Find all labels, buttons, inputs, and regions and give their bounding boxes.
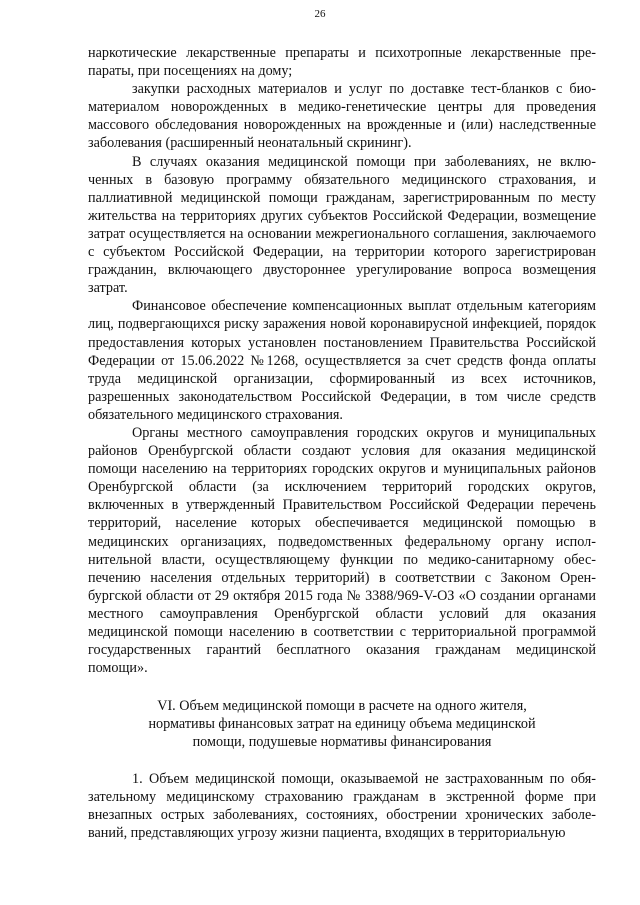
section-heading-line: нормативы финансовых затрат на единицу объема медицинской	[148, 716, 536, 733]
paragraph: Органы местного самоуправления городских округов и муниципальных районов Оренбургской области создают условия для оказания медицинской помощи населению на территориях городских округов и муниципальных районов Оренбургской области (за исключением территорий городских округов, включенных в утвержденный Правительством Российской Федерации перечень территорий, население которых обеспечивается медицинской помощью в медицинских организациях, подведомственных федеральному органу исполнительной власти, осуществляющему функции по медико-санитарному обеспечению населения отдельных территорий) в соответствии с Законом Оренбургской области от 29 октября 2015 года № 3388/969-V-ОЗ «О создании органами местного самоуправления Оренбургской области условий для оказания медицинской помощи населению в соответствии с территориальной программой государственных гарантий бесплатного оказания гражданам медицинской помощи».	[88, 424, 596, 677]
section-heading-line: VI. Объем медицинской помощи в расчете на одного жителя,	[157, 698, 527, 715]
paragraph-continuation: наркотические лекарственные препараты и психотропные лекарственные препараты, при посещениях на дому;	[88, 45, 596, 80]
paragraph: 1. Объем медицинской помощи, оказываемой не застрахованным по обязательному медицинскому страхованию гражданам в экстренной форме при внезапных острых заболеваниях, состояниях, обострении хронических заболеваний, представляющих угрозу жизни пациента, входящих в территориальную	[88, 770, 596, 841]
paragraph: В случаях оказания медицинской помощи при заболеваниях, не включенных в базовую программу обязательного медицинского страхования, и паллиативной медицинской помощи гражданам, зарегистрированным по месту жительства на территориях других субъектов Российской Федерации, возмещение затрат осуществляется на основании межрегионального соглашения, заключаемого с субъектом Российской Федерации, на территории которого зарегистрирован гражданин, включающего двустороннее урегулирование вопроса возмещения затрат.	[88, 153, 596, 297]
section-heading-line: помощи, подушевые нормативы финансирования	[192, 734, 492, 751]
document-body	[88, 44, 596, 842]
paragraph: закупки расходных материалов и услуг по доставке тест-бланков с биоматериалом новорожденных в медико-генетические центры для проведения массового обследования новорожденных на врожденные и (или) наследственные заболевания (расширенный неонатальный скрининг).	[88, 81, 596, 152]
page-number: 26	[314, 8, 326, 20]
paragraph: Финансовое обеспечение компенсационных выплат отдельным категориям лиц, подвергающихся риску заражения новой коронавирусной инфекцией, порядок предоставления которых установлен постановлением Правительства Российской Федерации от 15.06.2022 №1268, осуществляется за счет средств фонда оплаты труда медицинской организации, сформированный из всех источников, разрешенных законодательством Российской Федерации, в том числе средств обязательного медицинского страхования.	[88, 298, 596, 423]
section-heading	[88, 697, 596, 751]
